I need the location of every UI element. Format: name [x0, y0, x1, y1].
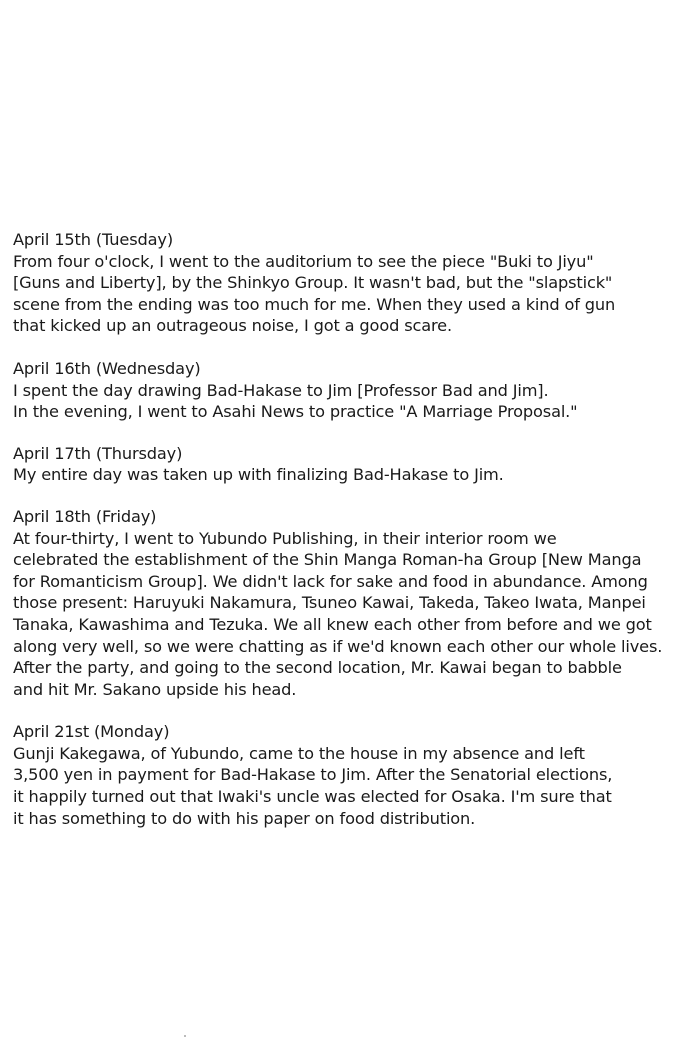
entry-line: From four o'clock, I went to the auditorium to see the piece "Buki to Jiyu"	[13, 251, 594, 271]
entry-line: 3,500 yen in payment for Bad-Hakase to Jim. After the Senatorial elections,	[13, 765, 613, 785]
entry-line: and hit Mr. Sakano upside his head.	[13, 679, 297, 699]
entry-line: Gunji Kakegawa, of Yubundo, came to the house in my absence and left	[13, 743, 585, 763]
entry-line: My entire day was taken up with finalizing Bad-Hakase to Jim.	[13, 465, 504, 485]
entry-line: After the party, and going to the second location, Mr. Kawai began to babble	[13, 658, 622, 678]
entry-line: I spent the day drawing Bad-Hakase to Jim [Professor Bad and Jim].	[13, 380, 549, 400]
entry-line: for Romanticism Group]. We didn't lack for sake and food in abundance. Among	[13, 571, 648, 591]
entry-date: April 17th (Thursday)	[13, 443, 183, 463]
entry-line: At four-thirty, I went to Yubundo Publishing, in their interior room we	[13, 528, 557, 548]
entry-date: April 16th (Wednesday)	[13, 358, 201, 378]
entry-line: it has something to do with his paper on food distribution.	[13, 808, 476, 828]
diary-entry-april-16	[13, 358, 697, 423]
diary-entry-april-18	[13, 506, 697, 700]
diary-entry-april-21	[13, 721, 697, 829]
entry-line: it happily turned out that Iwaki's uncle was elected for Osaka. I'm sure that	[13, 787, 612, 807]
entry-line: In the evening, I went to Asahi News to practice "A Marriage Proposal."	[13, 402, 578, 422]
diary-entry-april-17	[13, 443, 697, 486]
entry-line: that kicked up an outrageous noise, I got a good scare.	[13, 316, 452, 336]
entry-line: celebrated the establishment of the Shin Manga Roman-ha Group [New Manga	[13, 550, 642, 570]
entry-line: those present: Haruyuki Nakamura, Tsuneo Kawai, Takeda, Takeo Iwata, Manpei	[13, 593, 646, 613]
entry-line: scene from the ending was too much for me. When they used a kind of gun	[13, 294, 616, 314]
entry-date: April 21st (Monday)	[13, 722, 170, 742]
entry-date: April 15th (Tuesday)	[13, 230, 173, 249]
entry-line: Tanaka, Kawashima and Tezuka. We all knew each other from before and we got	[13, 614, 652, 634]
diary-entry-april-15	[13, 229, 697, 337]
entry-date: April 18th (Friday)	[13, 506, 157, 526]
entry-line: [Guns and Liberty], by the Shinkyo Group. It wasn't bad, but the "slapstick"	[13, 273, 613, 293]
entry-line: along very well, so we were chatting as if we'd known each other our whole lives.	[13, 636, 663, 656]
scan-speck	[184, 1035, 186, 1037]
diary-text	[13, 229, 697, 850]
